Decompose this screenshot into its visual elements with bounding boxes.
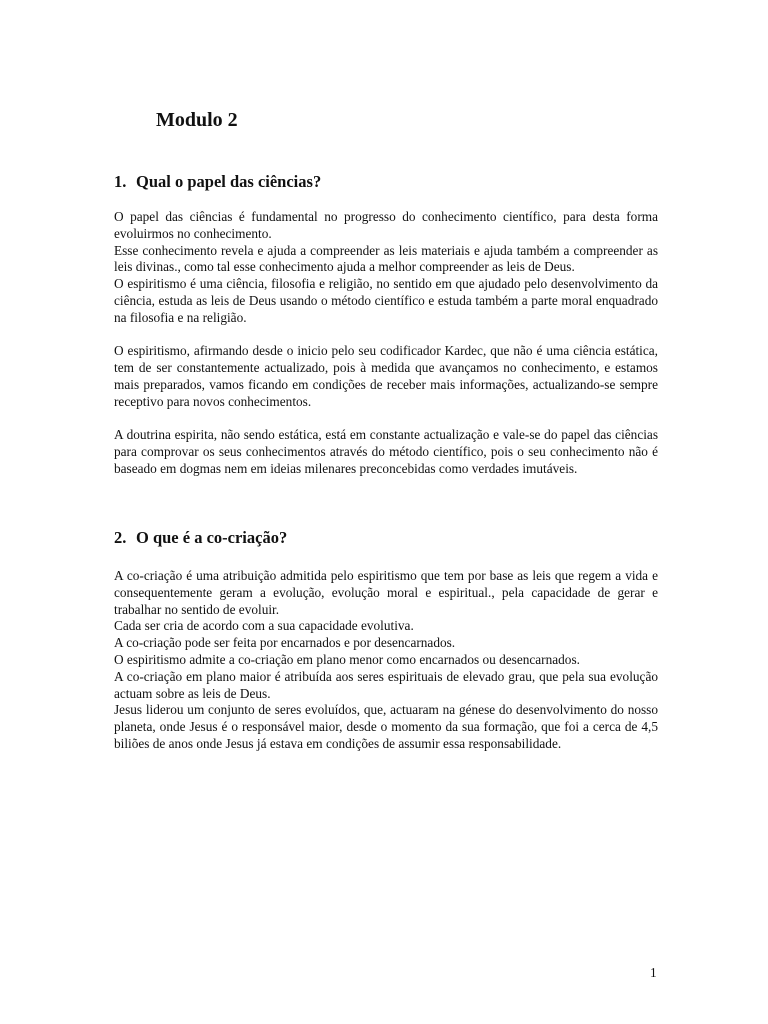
section-2-heading [114, 528, 287, 548]
section-2-body [114, 568, 658, 753]
section-2-number: 2. [114, 528, 127, 547]
section-2-title: O que é a co-criação? [136, 528, 288, 547]
section-1-paragraph-3: O espiritismo é uma ciência, filosofia e religião, no sentido em que ajudado pelo desenvolvimento da ciência, estuda as leis de Deus usando o método científico e estuda também a parte moral enquadrado na filosofia e na religião. [114, 276, 658, 325]
section-1-title: Qual o papel das ciências? [136, 172, 322, 191]
section-1-number: 1. [114, 172, 127, 191]
section-1-paragraph-5: A doutrina espirita, não sendo estática, está em constante actualização e vale-se do papel das ciências para comprovar os seus conhecimentos através do método científico, pois o seu conhecimento não é baseado em dogmas nem em ideias milenares preconcebidas como verdades imutáveis. [114, 427, 658, 476]
page-number: 1 [650, 965, 657, 980]
section-1-heading [114, 172, 321, 192]
section-2-paragraph-1: A co-criação é uma atribuição admitida pelo espiritismo que tem por base as leis que regem a vida e consequentemente geram a evolução, evolução moral e espiritual., pela capacidade de gerar e trabalhar no sentido de evoluir. [114, 568, 658, 617]
section-1-paragraph-2: Esse conhecimento revela e ajuda a compreender as leis materiais e ajuda também a compreender as leis divinas., como tal esse conhecimento ajuda a melhor compreender as leis de Deus. [114, 242, 658, 275]
module-title: Modulo 2 [156, 109, 238, 131]
section-2-paragraph-5: A co-criação em plano maior é atribuída aos seres espirituais de elevado grau, que pela sua evolução actuam sobre as leis de Deus. [114, 668, 658, 701]
section-1-paragraph-1: O papel das ciências é fundamental no progresso do conhecimento científico, para desta forma evoluirmos no conhecimento. [114, 209, 658, 241]
section-2-paragraph-6: Jesus liderou um conjunto de seres evoluídos, que, actuaram na génese do desenvolvimento do nosso planeta, onde Jesus é o responsável maior, desde o momento da sua formação, que foi a cerca de 4,5 biliões de anos onde Jesus já estava em condições de assumir essa responsabilidade. [114, 702, 658, 751]
section-2-paragraph-4: O espiritismo admite a co-criação em plano menor como encarnados ou desencarnados. [114, 651, 580, 667]
section-2-paragraph-2: Cada ser cria de acordo com a sua capacidade evolutiva. [114, 618, 414, 634]
section-2-paragraph-3: A co-criação pode ser feita por encarnados e por desencarnados. [114, 635, 456, 651]
section-1-body [114, 209, 658, 478]
section-1-paragraph-4: O espiritismo, afirmando desde o inicio pelo seu codificador Kardec, que não é uma ciência estática, tem de ser constantemente actualizado, pois à medida que avançamos no conhecimento, e estamos mais preparados, vamos ficando em condições de receber mais informações, actualizando-se sempre receptivo para novos conhecimentos. [114, 343, 658, 409]
